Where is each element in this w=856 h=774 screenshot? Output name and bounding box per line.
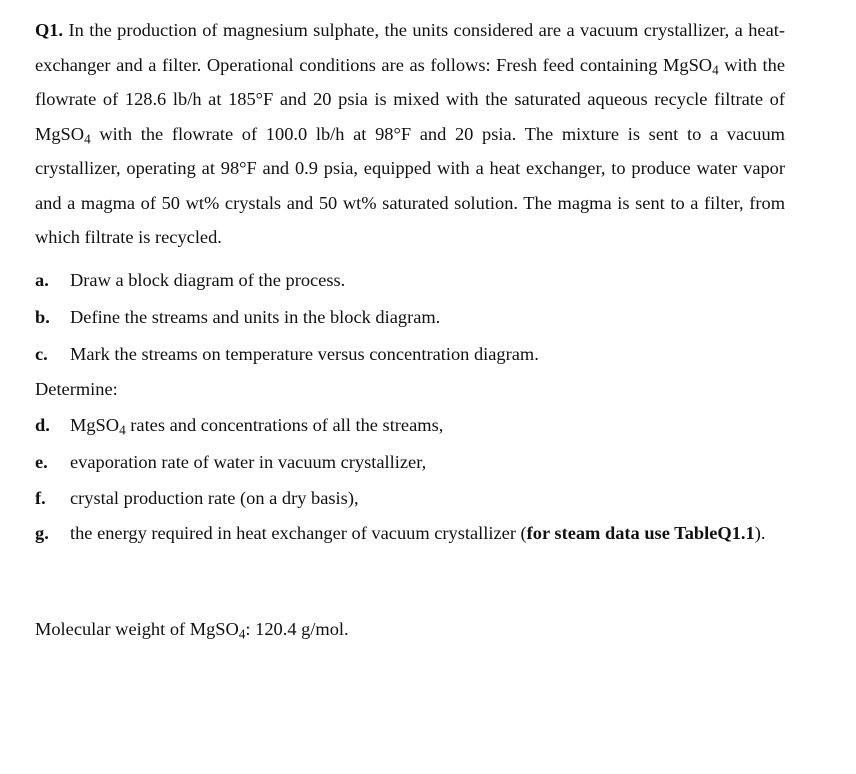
subscript: 4	[84, 130, 91, 146]
part-text-end: rates and concentrations of all the streams,	[125, 415, 444, 435]
part-b	[35, 305, 787, 329]
question-text-part-2: with the flowrate of 128.6 lb/h at 185°F and 20 psia is mixed with the saturated aqueous recycle filtrate of MgSO	[35, 54, 785, 144]
part-label: e.	[35, 452, 48, 472]
part-text: Draw a block diagram of the process.	[70, 270, 346, 290]
part-label: d.	[35, 415, 50, 435]
part-text: Mark the streams on temperature versus concentration diagram.	[70, 344, 539, 364]
part-text: crystal production rate (on a dry basis),	[70, 488, 359, 508]
note-text-start: Molecular weight of MgSO	[35, 619, 239, 639]
part-d	[35, 413, 787, 437]
question-text-part-3: with the flowrate of 100.0 lb/h at 98°F and 20 psia. The mixture is sent to a vacuum crystallizer, operating at 98°F and 0.9 psia, equipped with a heat exchanger, to produce water vapor and a magma of 50 wt% crystals and 50 wt% saturated solution. The magma is sent to a filter, from which filtrate is recycled.	[35, 123, 785, 247]
part-text: Define the streams and units in the block diagram.	[70, 307, 441, 327]
part-text	[70, 521, 787, 545]
subscript: 4	[712, 61, 719, 77]
part-text-end: ).	[754, 523, 766, 543]
question-number: Q1.	[35, 20, 64, 40]
part-a	[35, 268, 787, 292]
note-text-end: : 120.4 g/mol.	[245, 619, 349, 639]
question-paragraph	[35, 13, 785, 255]
part-text: evaporation rate of water in vacuum crystallizer,	[70, 452, 427, 472]
part-c	[35, 342, 787, 366]
molecular-weight-note	[35, 617, 349, 641]
part-f	[35, 486, 787, 510]
part-g	[35, 521, 787, 545]
part-label: c.	[35, 344, 48, 364]
subscript: 4	[119, 422, 126, 438]
part-label: b.	[35, 307, 50, 327]
part-label: a.	[35, 270, 49, 290]
part-text-start: the energy required in heat exchanger of vacuum crystallizer (	[70, 523, 527, 543]
steam-table-reference: for steam data use TableQ1.1	[526, 523, 755, 543]
question-text-part-1: In the production of magnesium sulphate, the units considered are a vacuum crystallizer, a heat-exchanger and a filter. Operational conditions are as follows: Fresh feed containing MgSO	[35, 20, 785, 75]
part-label: g.	[35, 523, 49, 543]
part-label: f.	[35, 488, 46, 508]
part-text	[70, 413, 787, 437]
subscript: 4	[238, 626, 246, 642]
part-e	[35, 450, 787, 474]
part-text-start: MgSO	[70, 415, 120, 435]
determine-heading: Determine:	[35, 379, 118, 399]
